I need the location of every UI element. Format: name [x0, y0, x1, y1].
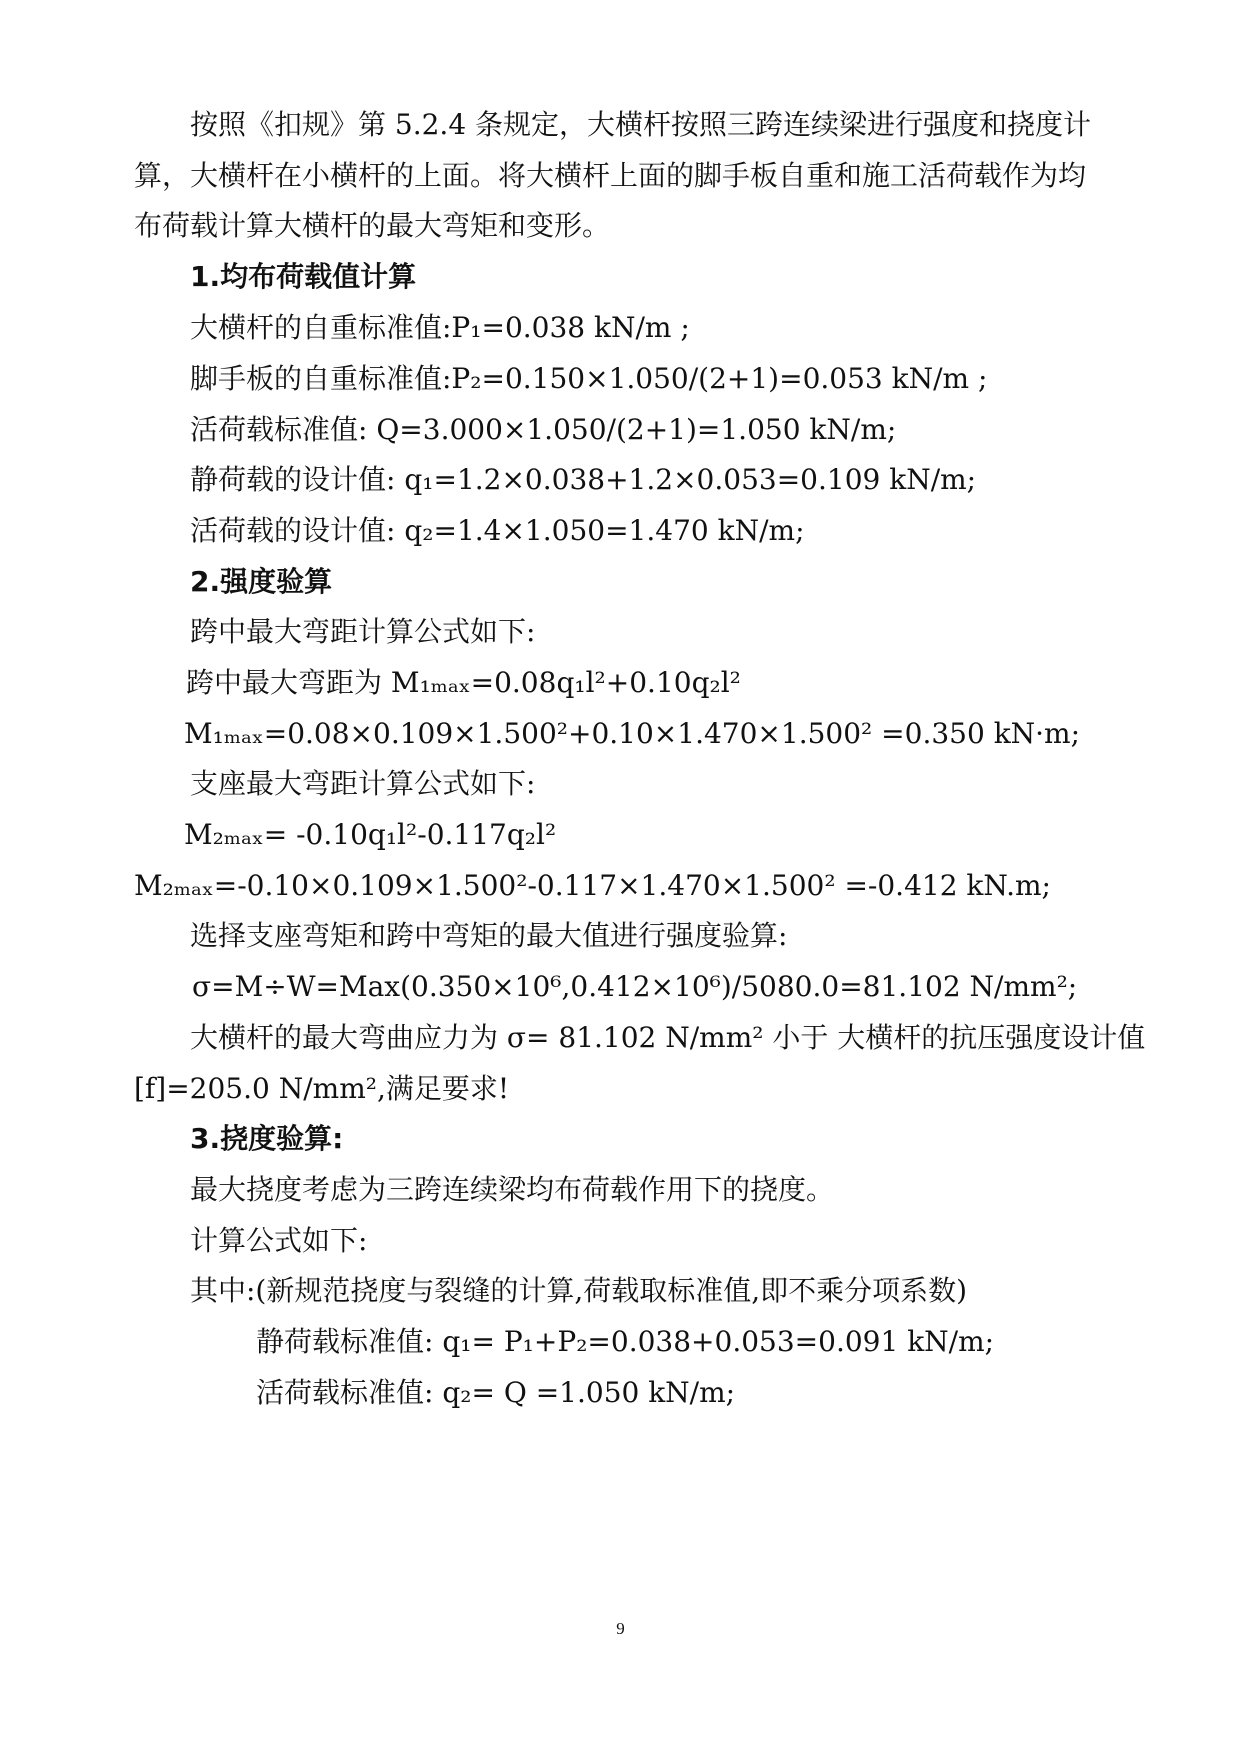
section-2-line: M₁ₘₐₓ=0.08×0.109×1.500²+0.10×1.470×1.500² =0.350 kN·m; [184, 717, 1081, 750]
section-2-line: 跨中最大弯距计算公式如下: [190, 615, 536, 648]
intro-line-2: 算，大横杆在小横杆的上面。将大横杆上面的脚手板自重和施工活荷载作为均 [134, 159, 1087, 192]
section-1-heading: 1.均布荷载值计算 [190, 260, 417, 293]
section-1-line: 活荷载标准值: Q=3.000×1.050/(2+1)=1.050 kN/m; [190, 413, 897, 446]
section-3-line: 最大挠度考虑为三跨连续梁均布荷载作用下的挠度。 [190, 1173, 835, 1206]
section-2-line: 大横杆的最大弯曲应力为 σ= 81.102 N/mm² 小于 大横杆的抗压强度设计值 [190, 1021, 1146, 1054]
intro-line-3: 布荷载计算大横杆的最大弯矩和变形。 [134, 209, 611, 242]
section-2-line: [f]=205.0 N/mm²,满足要求! [134, 1072, 510, 1105]
intro-line-1: 按照《扣规》第 5.2.4 条规定，大横杆按照三跨连续梁进行强度和挠度计 [190, 108, 1092, 141]
section-2-line: σ=M÷W=Max(0.350×10⁶,0.412×10⁶)/5080.0=81.102 N/mm²; [192, 970, 1078, 1003]
section-2-line: 选择支座弯矩和跨中弯矩的最大值进行强度验算: [190, 919, 788, 952]
section-2-line: M₂ₘₐₓ= -0.10q₁l²-0.117q₂l² [184, 818, 557, 851]
section-3-line: 活荷载标准值: q₂= Q =1.050 kN/m; [256, 1376, 736, 1409]
section-1-line: 大横杆的自重标准值:P₁=0.038 kN/m ; [190, 311, 690, 344]
section-3-heading: 3.挠度验算: [190, 1122, 344, 1155]
section-3-line: 其中:(新规范挠度与裂缝的计算,荷载取标准值,即不乘分项系数) [190, 1274, 968, 1307]
section-2-line: 支座最大弯距计算公式如下: [190, 767, 536, 800]
section-2-line: M₂ₘₐₓ=-0.10×0.109×1.500²-0.117×1.470×1.500² =-0.412 kN.m; [134, 869, 1051, 902]
section-3-line: 静荷载标准值: q₁= P₁+P₂=0.038+0.053=0.091 kN/m; [256, 1325, 995, 1358]
section-1-line: 静荷载的设计值: q₁=1.2×0.038+1.2×0.053=0.109 kN/m; [190, 463, 977, 496]
section-1-line: 脚手板的自重标准值:P₂=0.150×1.050/(2+1)=0.053 kN/m ; [190, 362, 988, 395]
page-number: 9 [616, 1619, 625, 1638]
section-1-line: 活荷载的设计值: q₂=1.4×1.050=1.470 kN/m; [190, 514, 805, 547]
section-3-line: 计算公式如下: [190, 1224, 368, 1257]
section-2-line: 跨中最大弯距为 M₁ₘₐₓ=0.08q₁l²+0.10q₂l² [186, 666, 741, 699]
section-2-heading: 2.强度验算 [190, 565, 333, 598]
